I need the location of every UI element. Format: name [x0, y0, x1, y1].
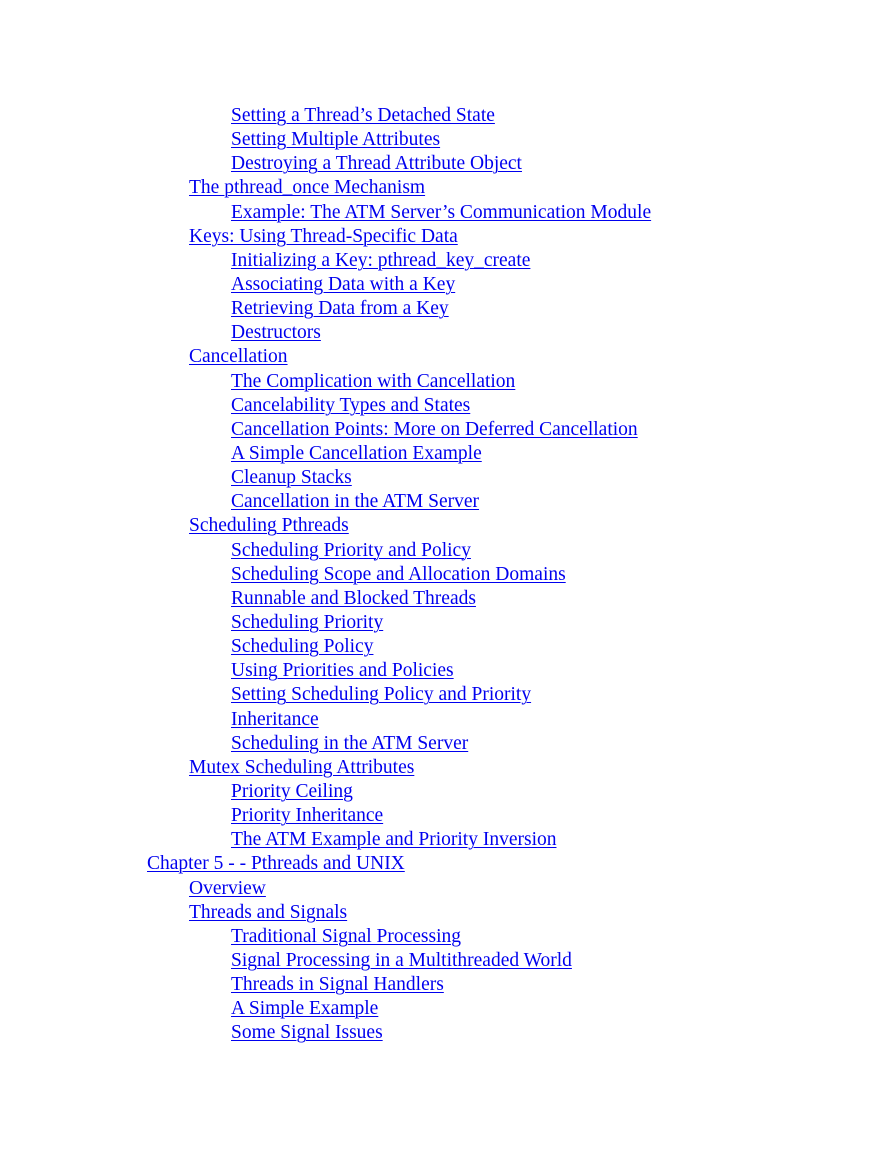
toc-entry: [0, 201, 651, 225]
toc-subsection-link[interactable]: Associating Data with a Key: [231, 273, 456, 295]
toc-entry: [0, 732, 651, 756]
toc-subsection-link[interactable]: Destructors: [231, 322, 321, 344]
toc-subsection-link[interactable]: Cancellation in the ATM Server: [231, 491, 480, 513]
toc-entry: [0, 683, 651, 707]
toc-entry: [0, 152, 651, 176]
toc-entry: [0, 997, 651, 1021]
toc-entry: [0, 901, 651, 925]
toc-section-link[interactable]: Scheduling Pthreads: [189, 515, 349, 537]
toc-subsection-link[interactable]: Scheduling Policy: [231, 636, 374, 658]
toc-entry: [0, 418, 651, 442]
toc-subsection-link[interactable]: Signal Processing in a Multithreaded World: [231, 949, 572, 971]
toc-entry: [0, 877, 651, 901]
toc-subsection-link[interactable]: Example: The ATM Server’s Communication Module: [231, 201, 652, 223]
toc-entry: [0, 490, 651, 514]
toc-section-link[interactable]: Cancellation: [189, 346, 288, 368]
table-of-contents: [0, 104, 651, 1045]
toc-entry: [0, 804, 651, 828]
toc-subsection-link[interactable]: Traditional Signal Processing: [231, 925, 462, 947]
toc-entry: [0, 104, 651, 128]
toc-subsection-link[interactable]: Cleanup Stacks: [231, 467, 352, 489]
toc-entry: [0, 973, 651, 997]
toc-subsection-link[interactable]: Retrieving Data from a Key: [231, 298, 449, 320]
toc-subsection-link[interactable]: Scheduling Scope and Allocation Domains: [231, 563, 566, 585]
toc-entry: [0, 756, 651, 780]
toc-section-link[interactable]: Threads and Signals: [189, 901, 348, 923]
toc-entry: [0, 176, 651, 200]
toc-chapter-link[interactable]: Chapter 5 - - Pthreads and UNIX: [147, 853, 405, 875]
toc-subsection-link[interactable]: Inheritance: [231, 708, 319, 730]
toc-subsection-link[interactable]: Cancelability Types and States: [231, 394, 471, 416]
toc-subsection-link[interactable]: The ATM Example and Priority Inversion: [231, 829, 557, 851]
toc-entry: [0, 514, 651, 538]
toc-entry: [0, 659, 651, 683]
toc-section-link[interactable]: Mutex Scheduling Attributes: [189, 756, 415, 778]
toc-entry: [0, 635, 651, 659]
toc-entry: [0, 370, 651, 394]
toc-entry: [0, 249, 651, 273]
toc-entry: [0, 225, 651, 249]
toc-subsection-link[interactable]: Setting Scheduling Policy and Priority: [231, 684, 532, 706]
toc-subsection-link[interactable]: Setting a Thread’s Detached State: [231, 105, 495, 126]
toc-subsection-link[interactable]: Scheduling Priority and Policy: [231, 539, 471, 561]
toc-entry: [0, 708, 651, 732]
toc-subsection-link[interactable]: Threads in Signal Handlers: [231, 974, 444, 996]
toc-subsection-link[interactable]: A Simple Cancellation Example: [231, 442, 482, 464]
toc-entry: [0, 611, 651, 635]
toc-subsection-link[interactable]: Priority Inheritance: [231, 805, 384, 827]
toc-entry: [0, 925, 651, 949]
toc-subsection-link[interactable]: Scheduling in the ATM Server: [231, 732, 469, 754]
toc-entry: [0, 394, 651, 418]
toc-entry: [0, 128, 651, 152]
toc-subsection-link[interactable]: Some Signal Issues: [231, 1022, 383, 1044]
toc-entry: [0, 466, 651, 490]
toc-entry: [0, 297, 651, 321]
toc-subsection-link[interactable]: Priority Ceiling: [231, 780, 353, 802]
toc-section-link[interactable]: Overview: [189, 877, 266, 899]
toc-subsection-link[interactable]: Cancellation Points: More on Deferred Cancellation: [231, 418, 638, 440]
toc-entry: [0, 273, 651, 297]
toc-section-link[interactable]: The pthread_once Mechanism: [189, 177, 426, 199]
toc-entry: [0, 321, 651, 345]
toc-subsection-link[interactable]: Destroying a Thread Attribute Object: [231, 153, 522, 175]
toc-entry: [0, 539, 651, 563]
toc-subsection-link[interactable]: Scheduling Priority: [231, 611, 384, 633]
toc-entry: [0, 780, 651, 804]
toc-entry: [0, 442, 651, 466]
toc-entry: [0, 563, 651, 587]
toc-entry: [0, 587, 651, 611]
toc-entry: [0, 828, 651, 852]
toc-subsection-link[interactable]: Using Priorities and Policies: [231, 660, 454, 682]
toc-subsection-link[interactable]: A Simple Example: [231, 998, 379, 1020]
toc-subsection-link[interactable]: The Complication with Cancellation: [231, 370, 516, 392]
toc-subsection-link[interactable]: Runnable and Blocked Threads: [231, 587, 476, 609]
toc-subsection-link[interactable]: Setting Multiple Attributes: [231, 129, 441, 151]
toc-section-link[interactable]: Keys: Using Thread-Specific Data: [189, 225, 458, 247]
toc-subsection-link[interactable]: Initializing a Key: pthread_key_create: [231, 249, 531, 271]
toc-entry: [0, 852, 651, 876]
toc-entry: [0, 1021, 651, 1045]
toc-entry: [0, 949, 651, 973]
toc-entry: [0, 345, 651, 369]
